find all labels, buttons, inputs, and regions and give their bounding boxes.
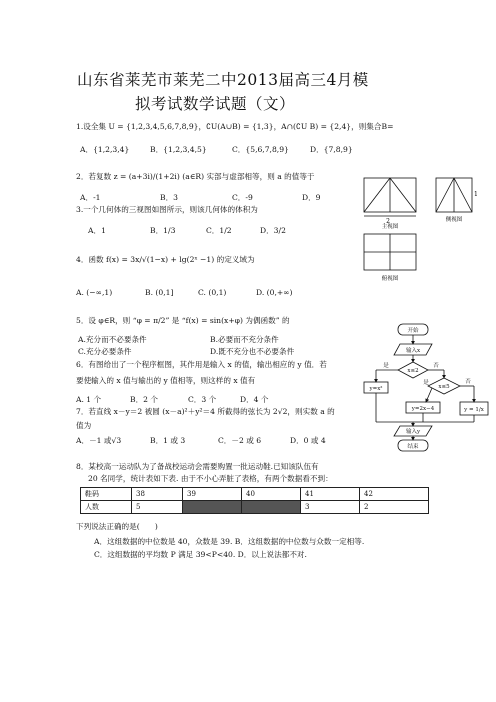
page-title-line2: 拟考试数学试题（文） <box>135 95 296 113</box>
smudged-cell <box>242 501 301 514</box>
table-cell: 38 <box>132 488 183 501</box>
q7-option-d: D．0 或 4 <box>290 436 326 445</box>
question-6-stem-2: 要使输入的 x 值与输出的 y 值相等，则这样的 x 值有 <box>76 376 256 385</box>
top-view-label: 俯视图 <box>381 276 399 282</box>
q4-option-c: C. (0,1) <box>198 288 227 297</box>
q4-option-b: B. (0,1] <box>145 288 174 297</box>
q4-option-d: D. (0,+∞) <box>256 288 293 297</box>
question-5-stem: 5．设 φ∈R，则 “φ = π/2” 是 “f(x) = sin(x+φ) 为偶函数” 的 <box>76 316 290 325</box>
flow-box2-label: y=2x−4 <box>411 406 435 412</box>
flow-input-label: 输入x <box>405 348 421 354</box>
q5-option-c: C.充分必要条件 <box>78 347 132 356</box>
q2-option-a: A．-1 <box>80 193 101 202</box>
q6-option-c: C．3 个 <box>188 395 217 404</box>
shoe-size-table <box>80 487 429 514</box>
table-cell: 41 <box>301 488 360 501</box>
q3-option-d: D．3/2 <box>260 226 286 235</box>
question-7-stem-2: 值为 <box>76 421 92 430</box>
q5-option-d: D.既不充分也不必要条件 <box>210 347 295 356</box>
table-cell: 39 <box>183 488 242 501</box>
q4-option-a: A. (−∞,1) <box>76 288 113 297</box>
flowchart-figure <box>362 322 490 452</box>
q1-option-a: A．{1,2,3,4} <box>80 145 130 154</box>
dimension-label: 1 <box>474 191 478 198</box>
table-cell: 2 <box>360 501 429 514</box>
flow-box3-label: y = 1/x <box>464 407 484 413</box>
side-view-label: 侧视图 <box>445 217 463 223</box>
q1-option-b: B．{1,2,3,4,5} <box>150 145 207 154</box>
front-view-label: 主视图 <box>381 224 399 230</box>
q1-option-d: D．{7,8,9} <box>310 145 353 154</box>
table-cell: 人数 <box>81 501 132 514</box>
table-row <box>81 488 429 501</box>
flow-no-label: 否 <box>433 363 439 369</box>
flow-yes-label-2: 是 <box>423 380 429 386</box>
table-cell: 40 <box>242 488 301 501</box>
question-1-stem: 1.设全集 U = {1,2,3,4,5,6,7,8,9}，∁U(A∪B) = {1,3}，A∩(∁U B) = {2,4}，则集合B= <box>76 122 394 131</box>
flow-no-label-2: 否 <box>465 379 471 385</box>
question-8-stem-2: 20 名同学，统计表如下表. 由于不小心弄脏了表格，有两个数据看不到： <box>88 474 333 483</box>
flow-cond2-label: x≤5 <box>438 384 450 390</box>
q5-option-a: A.充分而不必要条件 <box>78 335 147 344</box>
q2-option-b: B．3 <box>160 193 179 202</box>
flow-yes-label: 是 <box>383 363 389 369</box>
q2-option-c: C．-9 <box>232 193 253 202</box>
q7-option-b: B．1 或 3 <box>150 436 186 445</box>
table-cell: 鞋码 <box>81 488 132 501</box>
question-6-stem: 6．有图给出了一个程序框图，其作用是输入 x 的值，输出相应的 y 值．若 <box>76 360 327 369</box>
q5-option-b: B.必要而不充分条件 <box>210 335 279 344</box>
q3-option-b: B．1/3 <box>150 226 176 235</box>
q3-option-c: C．1/2 <box>206 226 232 235</box>
q8-option-cd: C．这组数据的平均数 P 满足 39<P<40. D．以上说法都不对. <box>94 550 307 559</box>
three-view-figure <box>360 176 480 288</box>
q3-option-a: A．1 <box>88 226 106 235</box>
table-row <box>81 501 429 514</box>
q1-option-c: C．{5,6,7,8,9} <box>232 145 289 154</box>
q6-option-a: A. 1 个 <box>76 395 102 404</box>
q6-option-d: D．4 个 <box>240 395 269 404</box>
q7-option-a: A．－1 或√3 <box>76 436 122 445</box>
dimension-label: 2 <box>386 218 390 225</box>
question-4-stem: 4．函数 f(x) = 3x/√(1−x) + lg(2ˣ −1) 的定义域为 <box>76 255 255 264</box>
question-8-prompt: 下列说法正确的是( ) <box>76 522 158 531</box>
table-cell: 3 <box>301 501 360 514</box>
flow-start-label: 开始 <box>407 328 419 334</box>
page-title-line1: 山东省莱芜市莱芜二中2013届高三4月模 <box>77 71 369 89</box>
flow-cond1-label: x≤2 <box>407 368 419 374</box>
q7-option-c: C．－2 或 6 <box>218 436 262 445</box>
q6-option-b: B．2 个 <box>130 395 159 404</box>
smudged-cell <box>183 501 242 514</box>
question-7-stem: 7．若直线 x－y＝2 被圆 (x－a)²＋y²＝4 所截得的弦长为 2√2，则实数 a 的 <box>76 407 335 416</box>
table-cell: 5 <box>132 501 183 514</box>
question-8-stem: 8．某校高一运动队为了备战校运动会需要购置一批运动鞋.已知该队伍有 <box>76 462 319 471</box>
flow-box1-label: y=x² <box>369 386 383 392</box>
q2-option-d: D．9 <box>302 193 321 202</box>
q8-option-ab: A．这组数据的中位数是 40，众数是 39. B．这组数据的中位数与众数一定相等. <box>94 537 365 546</box>
question-3-stem: 3.一个几何体的三视图如图所示，则该几何体的体积为 <box>76 205 258 214</box>
question-2-stem: 2．若复数 z = (a+3i)/(1+2i) (a∈R) 实部与虚部相等，则 a 的值等于 <box>76 172 315 181</box>
table-cell: 42 <box>360 488 429 501</box>
flow-output-label: 输入y <box>405 429 421 435</box>
flow-end-label: 结束 <box>407 444 419 450</box>
